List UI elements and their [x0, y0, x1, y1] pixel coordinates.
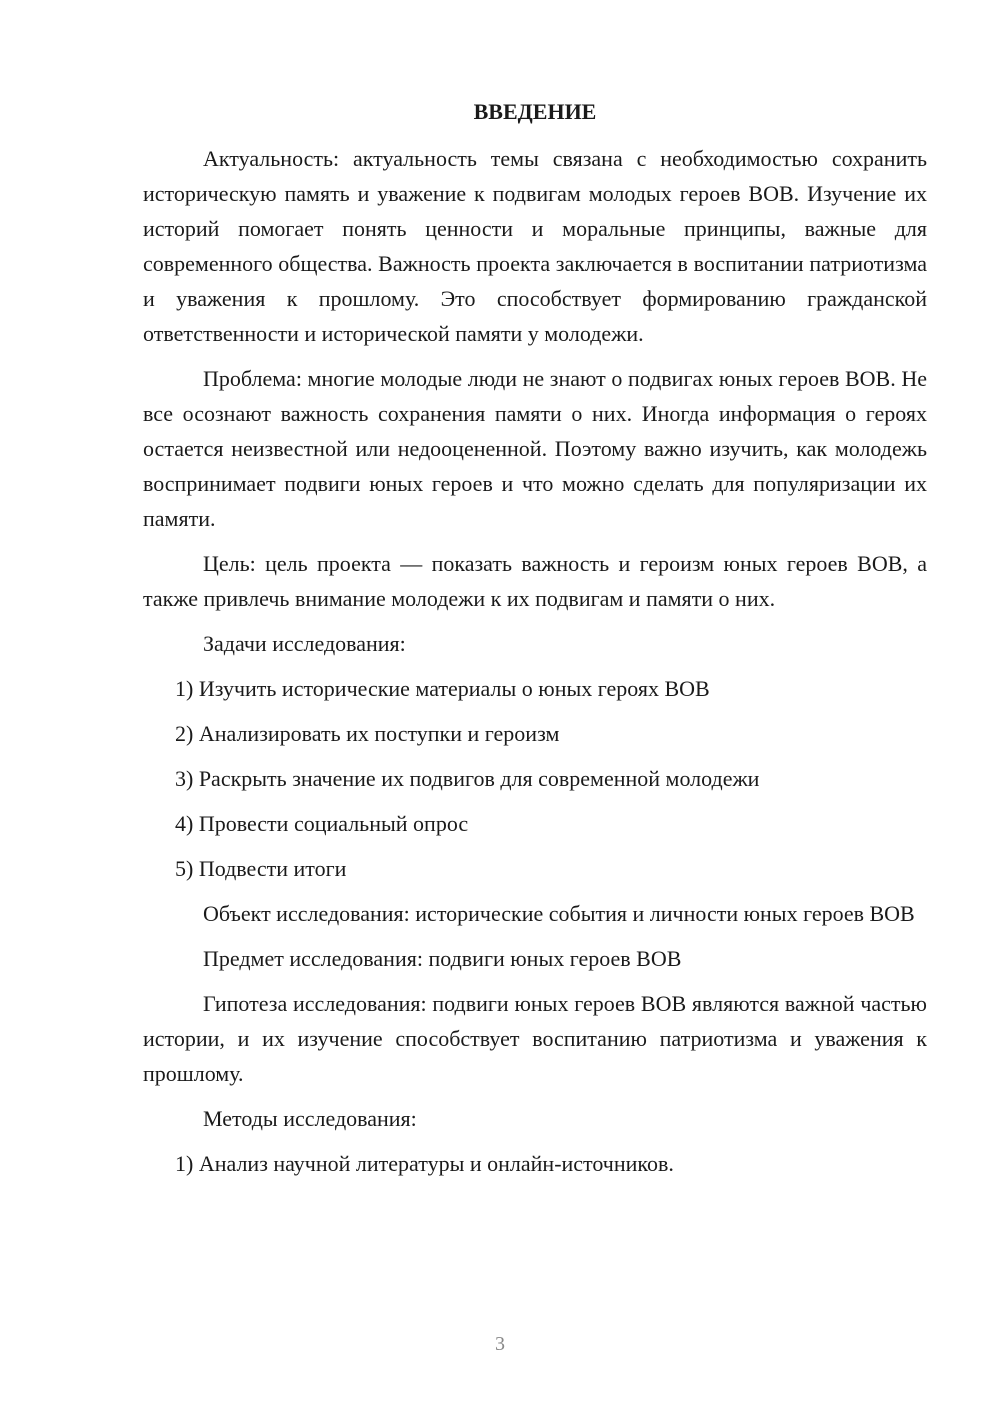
hypothesis-paragraph: Гипотеза исследования: подвиги юных героев ВОВ являются важной частью истории, и их изучение способствует воспитанию патриотизма и уважения к прошлому. [143, 991, 927, 1086]
task-item: 3) Раскрыть значение их подвигов для современной молодежи [175, 766, 760, 791]
document-page [143, 94, 927, 1191]
subject-paragraph: Предмет исследования: подвиги юных героев ВОВ [203, 946, 682, 971]
relevance-paragraph: Актуальность: актуальность темы связана с необходимостью сохранить историческую память и уважение к подвигам молодых героев ВОВ. Изучение их историй помогает понять ценности и моральные принципы, важные для современного общества. Важность проекта заключается в воспитании патриотизма и уважения к прошлому. Это способствует формированию гражданской ответственности и исторической памяти у молодежи. [143, 146, 927, 346]
task-item: 5) Подвести итоги [175, 856, 347, 881]
page-number: 3 [495, 1333, 505, 1355]
method-item: 1) Анализ научной литературы и онлайн-источников. [175, 1151, 674, 1176]
section-title: ВВЕДЕНИЕ [473, 99, 597, 124]
object-paragraph: Объект исследования: исторические события и личности юных героев ВОВ [203, 901, 915, 926]
task-item: 1) Изучить исторические материалы о юных героях ВОВ [175, 676, 710, 701]
goal-paragraph: Цель: цель проекта — показать важность и героизм юных героев ВОВ, а также привлечь внимание молодежи к их подвигам и памяти о них. [143, 551, 927, 611]
task-item: 4) Провести социальный опрос [175, 811, 469, 836]
task-item: 2) Анализировать их поступки и героизм [175, 721, 560, 746]
methods-heading: Методы исследования: [203, 1106, 417, 1131]
tasks-heading: Задачи исследования: [203, 631, 406, 656]
problem-paragraph: Проблема: многие молодые люди не знают о подвигах юных героев ВОВ. Не все осознают важность сохранения памяти о них. Иногда информация о героях остается неизвестной или недооцененной. Поэтому важно изучить, как молодежь воспринимает подвиги юных героев и что можно сделать для популяризации их памяти. [143, 366, 927, 531]
